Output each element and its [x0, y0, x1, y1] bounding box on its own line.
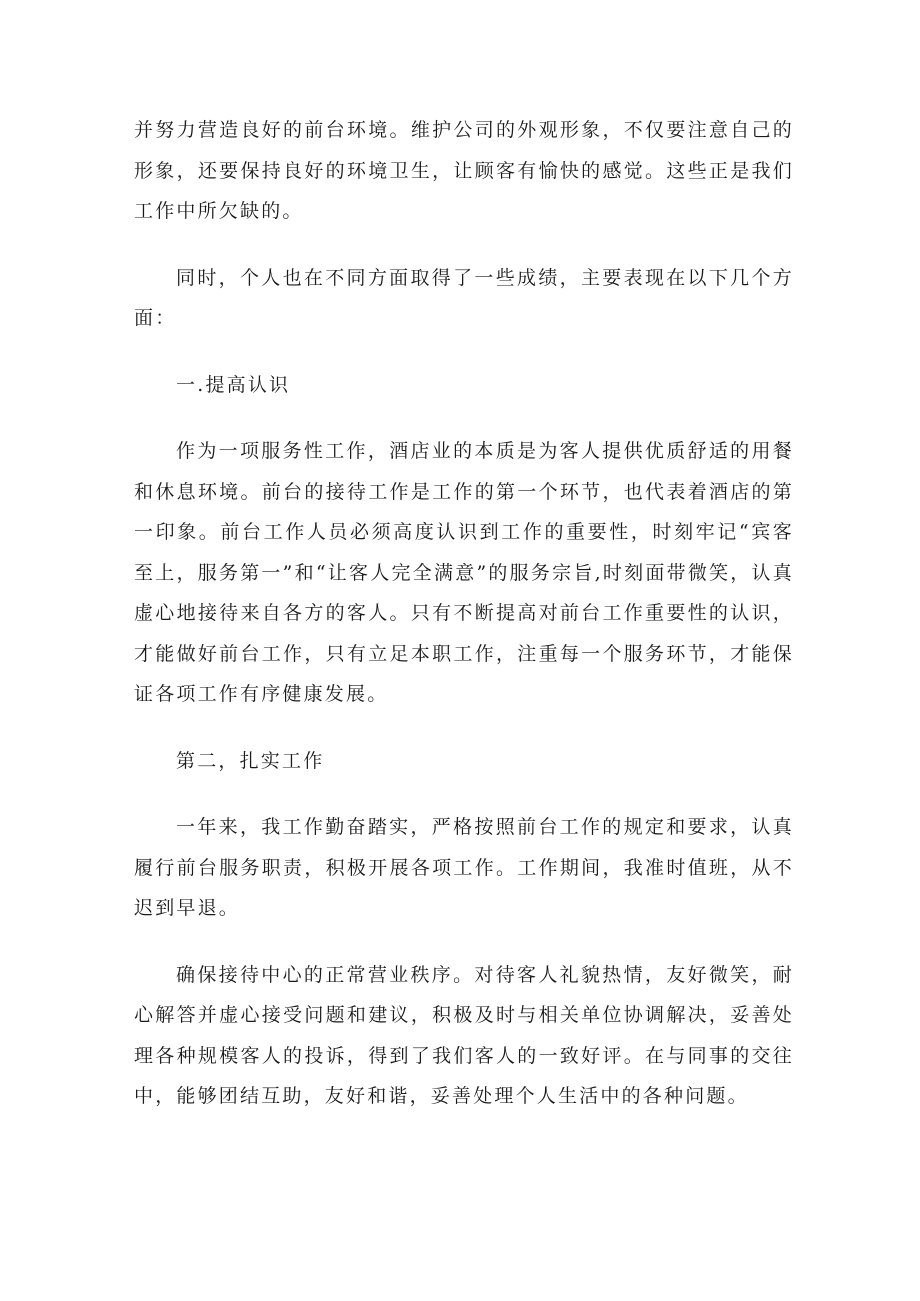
paragraph-achievements-intro: 同时，个人也在不同方面取得了一些成绩，主要表现在以下几个方面： [134, 266, 794, 329]
paragraph-diligence: 一年来，我工作勤奋踏实，严格按照前台工作的规定和要求，认真履行前台服务职责，积极开展各项工作。工作期间，我准时值班，从不迟到早退。 [134, 816, 794, 919]
section-heading-1: 一.提高认识 [176, 373, 291, 396]
paragraph-awareness: 作为一项服务性工作，酒店业的本质是为客人提供优质舒适的用餐和休息环境。前台的接待工作是工作的第一个环节，也代表着酒店的第一印象。前台工作人员必须高度认识到工作的重要性，时刻牢记“宾客至上，服务第一”和“让客人完全满意”的服务宗旨,时刻面带微笑，认真虚心地接待来自各方的客人。只有不断提高对前台工作重要性的认识，才能做好前台工作，只有立足本职工作，注重每一个服务环节，才能保证各项工作有序健康发展。 [134, 440, 794, 705]
paragraph-reception-order: 确保接待中心的正常营业秩序。对待客人礼貌热情，友好微笑，耐心解答并虚心接受问题和建议，积极及时与相关单位协调解决，妥善处理各种规模客人的投诉，得到了我们客人的一致好评。在与同事的交往中，能够团结互助，友好和谐，妥善处理个人生活中的各种问题。 [134, 963, 794, 1107]
paragraph-continuation: 并努力营造良好的前台环境。维护公司的外观形象，不仅要注意自己的形象，还要保持良好的环境卫生，让顾客有愉快的感觉。这些正是我们工作中所欠缺的。 [134, 119, 794, 222]
document-body [134, 110, 794, 1143]
section-heading-2: 第二，扎实工作 [176, 749, 325, 772]
